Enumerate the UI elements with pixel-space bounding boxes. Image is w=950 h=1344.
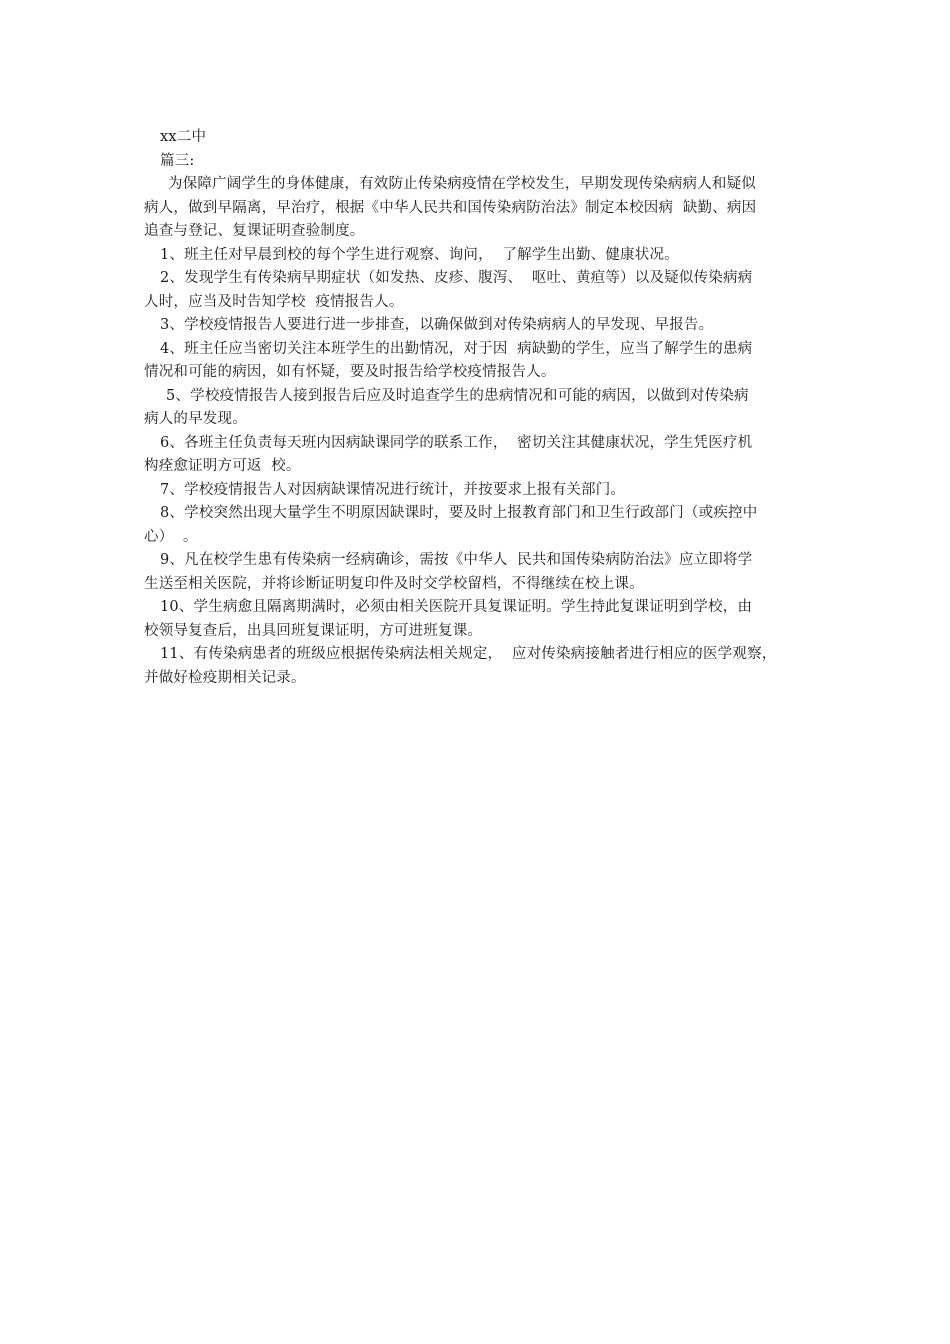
rule-item-3: 3、学校疫情报告人要进行进一步排查，以确保做到对传染病病人的早发现、早报告。	[160, 317, 714, 333]
school-name: xx二中	[160, 129, 207, 145]
rule-item-1: 1、班主任对早晨到校的每个学生进行观察、询问， 了解学生出勤、健康状况。	[160, 246, 679, 263]
document-body	[144, 126, 814, 690]
rule-item-9-cont: 生送至相关医院，并将诊断证明复印件及时交学校留档，不得继续在校上课。	[144, 575, 644, 592]
intro-paragraph-line: 追查与登记、复课证明查验制度。	[144, 223, 365, 239]
rule-item-8-cont: 心） 。	[144, 528, 198, 545]
rule-item-4-cont: 情况和可能的病因，如有怀疑，要及时报告给学校疫情报告人。	[144, 364, 556, 380]
rule-item-11: 11、有传染病患者的班级应根据传染病法相关规定， 应对传染病接触者进行相应的医学观察，	[160, 646, 777, 662]
rule-item-10-cont: 校领导复查后，出具回班复课证明，方可进班复课。	[144, 622, 483, 639]
rule-item-9: 9、凡在校学生患有传染病一经病确诊，需按《中华人 民共和国传染病防治法》应立即将学	[160, 552, 753, 568]
intro-paragraph-line: 病人，做到早隔离，早治疗，根据《中华人民共和国传染病防治法》制定本校因病 缺勤、病因	[144, 199, 757, 216]
rule-item-10: 10、学生病愈且隔离期满时，必须由相关医院开具复课证明。学生持此复课证明到学校，由	[160, 599, 753, 615]
rule-item-4: 4、班主任应当密切关注本班学生的出勤情况，对于因 病缺勤的学生，应当了解学生的患病	[160, 340, 753, 357]
rule-item-5-cont: 病人的早发现。	[144, 411, 247, 427]
rule-item-5: 5、学校疫情报告人接到报告后应及时追查学生的患病情况和可能的病因，以做到对传染病	[166, 387, 749, 404]
section-heading: 篇三:	[160, 152, 195, 169]
rule-item-11-cont: 并做好检疫期相关记录。	[144, 669, 306, 686]
rule-item-2-cont: 人时，应当及时告知学校 疫情报告人。	[144, 293, 404, 310]
rule-item-6-cont: 构痊愈证明方可返 校。	[144, 458, 301, 474]
intro-paragraph-line: 为保障广阔学生的身体健康，有效防止传染病疫情在学校发生，早期发现传染病病人和疑似	[168, 176, 756, 192]
rule-item-7: 7、学校疫情报告人对因病缺课情况进行统计，并按要求上报有关部门。	[160, 481, 626, 498]
rule-item-2: 2、发现学生有传染病早期症状（如发热、皮疹、腹泻、 呕吐、黄疸等）以及疑似传染病病	[160, 270, 753, 286]
rule-item-8: 8、学校突然出现大量学生不明原因缺课时，要及时上报教育部门和卫生行政部门（或疾控中	[160, 505, 758, 521]
rule-item-6: 6、各班主任负责每天班内因病缺课同学的联系工作， 密切关注其健康状况，学生凭医疗机	[160, 434, 753, 451]
